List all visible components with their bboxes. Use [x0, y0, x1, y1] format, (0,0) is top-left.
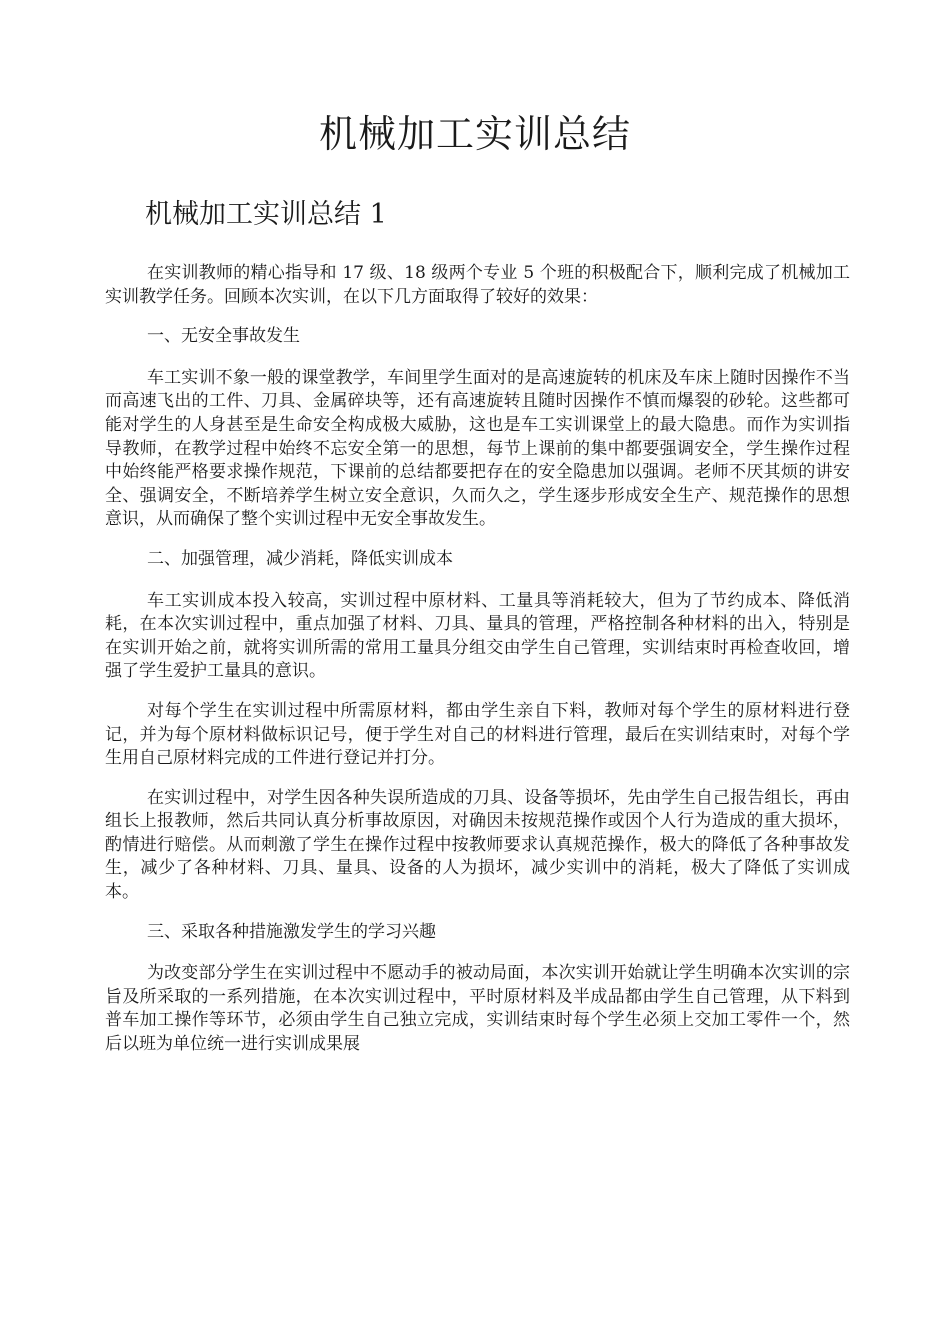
paragraph-safety: 车工实训不象一般的课堂教学，车间里学生面对的是高速旋转的机床及车床上随时因操作不当而高速飞出的工件、刀具、金属碎块等，还有高速旋转且随时因操作不慎而爆裂的砂轮。这些都可能对学生的人身甚至是生命安全构成极大威胁，这也是车工实训课堂上的最大隐患。而作为实训指导教师，在教学过程中始终不忘安全第一的思想，每节上课前的集中都要强调安全，学生操作过程中始终能严格要求操作规范，下课前的总结都要把存在的安全隐患加以强调。老师不厌其烦的讲安全、强调安全，不断培养学生树立安全意识，久而久之，学生逐步形成安全生产、规范操作的思想意识，从而确保了整个实训过程中无安全事故发生。: [105, 367, 850, 530]
paragraph-cost-1: 车工实训成本投入较高，实训过程中原材料、工量具等消耗较大，但为了节约成本、降低消耗，在本次实训过程中，重点加强了材料、刀具、量具的管理，严格控制各种材料的出入，特别是在实训开始之前，就将实训所需的常用工量具分组交由学生自己管理，实训结束时再检查收回，增强了学生爱护工量具的意识。: [105, 590, 850, 682]
heading-1: 一、无安全事故发生: [147, 326, 300, 347]
paragraph-cost-3: 在实训过程中，对学生因各种失误所造成的刀具、设备等损坏，先由学生自己报告组长，再由组长上报教师，然后共同认真分析事故原因，对确因未按规范操作或因个人行为造成的重大损坏，酌情进行赔偿。从而刺激了学生在操作过程中按教师要求认真规范操作，极大的降低了各种事故发生，减少了各种材料、刀具、量具、设备的人为损坏，减少实训中的消耗，极大了降低了实训成本。: [105, 787, 850, 903]
paragraph-cost-2: 对每个学生在实训过程中所需原材料，都由学生亲自下料，教师对每个学生的原材料进行登记，并为每个原材料做标识记号，便于学生对自己的材料进行管理，最后在实训结束时，对每个学生用自己原材料完成的工件进行登记并打分。: [105, 700, 850, 769]
heading-3: 三、采取各种措施激发学生的学习兴趣: [147, 921, 436, 942]
intro-paragraph: 在实训教师的精心指导和 17 级、18 级两个专业 5 个班的积极配合下，顺利完成了机械加工实训教学任务。回顾本次实训，在以下几方面取得了较好的效果：: [105, 263, 850, 307]
document-body: [105, 262, 850, 1073]
heading-2: 二、加强管理，减少消耗，降低实训成本: [147, 548, 453, 569]
document-title: 机械加工实训总结: [318, 112, 631, 156]
paragraph-interest: 为改变部分学生在实训过程中不愿动手的被动局面，本次实训开始就让学生明确本次实训的宗旨及所采取的一系列措施，在本次实训过程中，平时原材料及半成品都由学生自己管理，从下料到普车加工操作等环节，必须由学生自己独立完成，实训结束时每个学生必须上交加工零件一个，然后以班为单位统一进行实训成果展: [105, 963, 850, 1055]
section-title: 机械加工实训总结 1: [145, 199, 387, 230]
